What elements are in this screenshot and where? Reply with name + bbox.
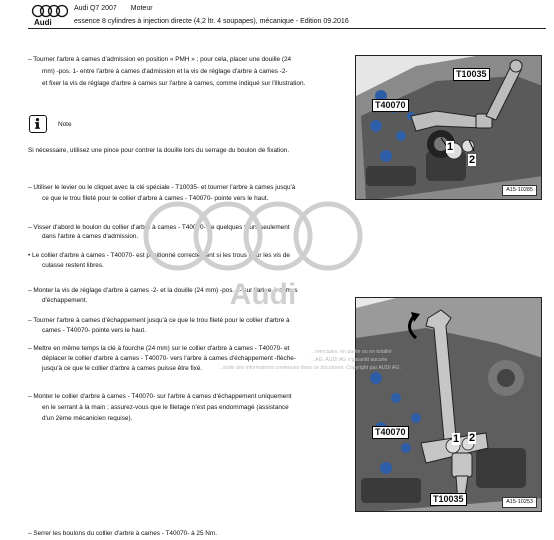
info-icon [29, 115, 47, 133]
step-text: – Tourner l'arbre à cames d'admission en position « PMH » ; pour cela, placer une douille (24 [28, 56, 292, 63]
figure-camshaft-admission [355, 55, 542, 200]
step-text: d'un 2ème mécanicien requise). [42, 415, 133, 422]
audi-wordmark: Audi [34, 18, 52, 26]
bullet-text: • Le collier d'arbre à cames - T40070- est positionné correctement si les trous pour les vis de [28, 252, 290, 259]
step-text: – Utiliser le levier ou le cliquet avec la clé spéciale - T10035- et tourner l'arbre à cames jusqu'à [28, 184, 296, 191]
watermark-text: …AG. AUDI AG n'garantit aucune [310, 357, 388, 363]
step-text: – Serrer les boulons du collier d'arbre à cames - T40070- à 25 Nm. [28, 530, 218, 537]
step-text: déplacer le collier d'arbre à cames - T40070- vers l'arbre à cames d'échappement -flèche- [42, 355, 296, 362]
document-subtitle: essence 8 cylindres à injection directe (4,2 ltr. 4 soupapes), mécanique - Edition 09.2016 [74, 18, 349, 25]
position-number: 1 [447, 141, 454, 153]
header-line [74, 5, 165, 14]
step-text: jusqu'à ce que le collier d'arbre à cames puisse être fixé. [42, 365, 203, 372]
audi-rings-logo [30, 4, 70, 26]
position-number: 2 [469, 154, 476, 166]
step-text: cames - T40070- pointe vers le haut. [42, 327, 146, 334]
note-text: Si nécessaire, utilisez une pince pour contrer la douille lors du serrage du boulon de fixation. [28, 147, 290, 154]
model-label: Audi Q7 2007 [74, 5, 117, 12]
figure-reference: A15-10253 [502, 497, 537, 508]
step-text: – Tourner l'arbre à cames d'échappement jusqu'à ce que le trou fileté pour le collier d'arbre à [28, 317, 290, 324]
tool-callout: T10035 [430, 493, 467, 506]
tool-callout: T40070 [372, 99, 409, 112]
step-text: – Monter le collier d'arbre à cames - T40070- sur l'arbre à cames d'échappement uniquement [28, 393, 292, 400]
position-number: 1 [453, 433, 460, 445]
step-text: et fixer la vis de réglage d'arbre à cames sur l'arbre à cames, comme indiqué sur l'illustration. [42, 80, 306, 87]
engine-illustration [356, 298, 542, 512]
note-label: Note [58, 121, 72, 128]
bullet-text: culasse restent libres. [42, 262, 104, 269]
step-text: dans l'arbre à cames d'admission. [42, 233, 139, 240]
step-text: – Visser d'abord le boulon du collier d'arbre à cames - T40070- de quelques tours seulement [28, 224, 290, 231]
step-text: – Mettre en même temps la clé à fourche (24 mm) sur le collier d'arbre à cames - T40070- et [28, 345, 290, 352]
step-text: – Monter la vis de réglage d'arbre à cames -2- et la douille (24 mm) -pos. 1- sur l'arbre à cames [28, 287, 298, 294]
section-label: Moteur [130, 5, 153, 12]
position-number: 2 [469, 432, 476, 444]
figure-reference: A15-10285 [502, 185, 537, 196]
step-text: en le serrant à la main ; assurez-vous que le filetage n'est pas endommagé (assistance [42, 404, 289, 411]
watermark-wordmark: Audi [229, 278, 297, 306]
header-divider [28, 28, 546, 29]
step-text: d'échappement. [42, 297, 88, 304]
step-text: ce que le trou fileté pour le collier d'arbre à cames - T40070- pointe vers le haut. [42, 195, 269, 202]
watermark-text: …merciales, en partie ou en totalité [310, 349, 392, 355]
watermark-text: …itude des informations contenues dans ce document. Copyright par AUDI AG. [218, 365, 401, 371]
tool-callout: T10035 [453, 68, 490, 81]
tool-callout: T40070 [372, 426, 409, 439]
figure-camshaft-echappement [355, 297, 542, 512]
step-text: mm) -pos. 1- entre l'arbre à cames d'admission et la vis de réglage d'arbre à cames -2- [42, 68, 288, 75]
engine-illustration [356, 56, 542, 200]
